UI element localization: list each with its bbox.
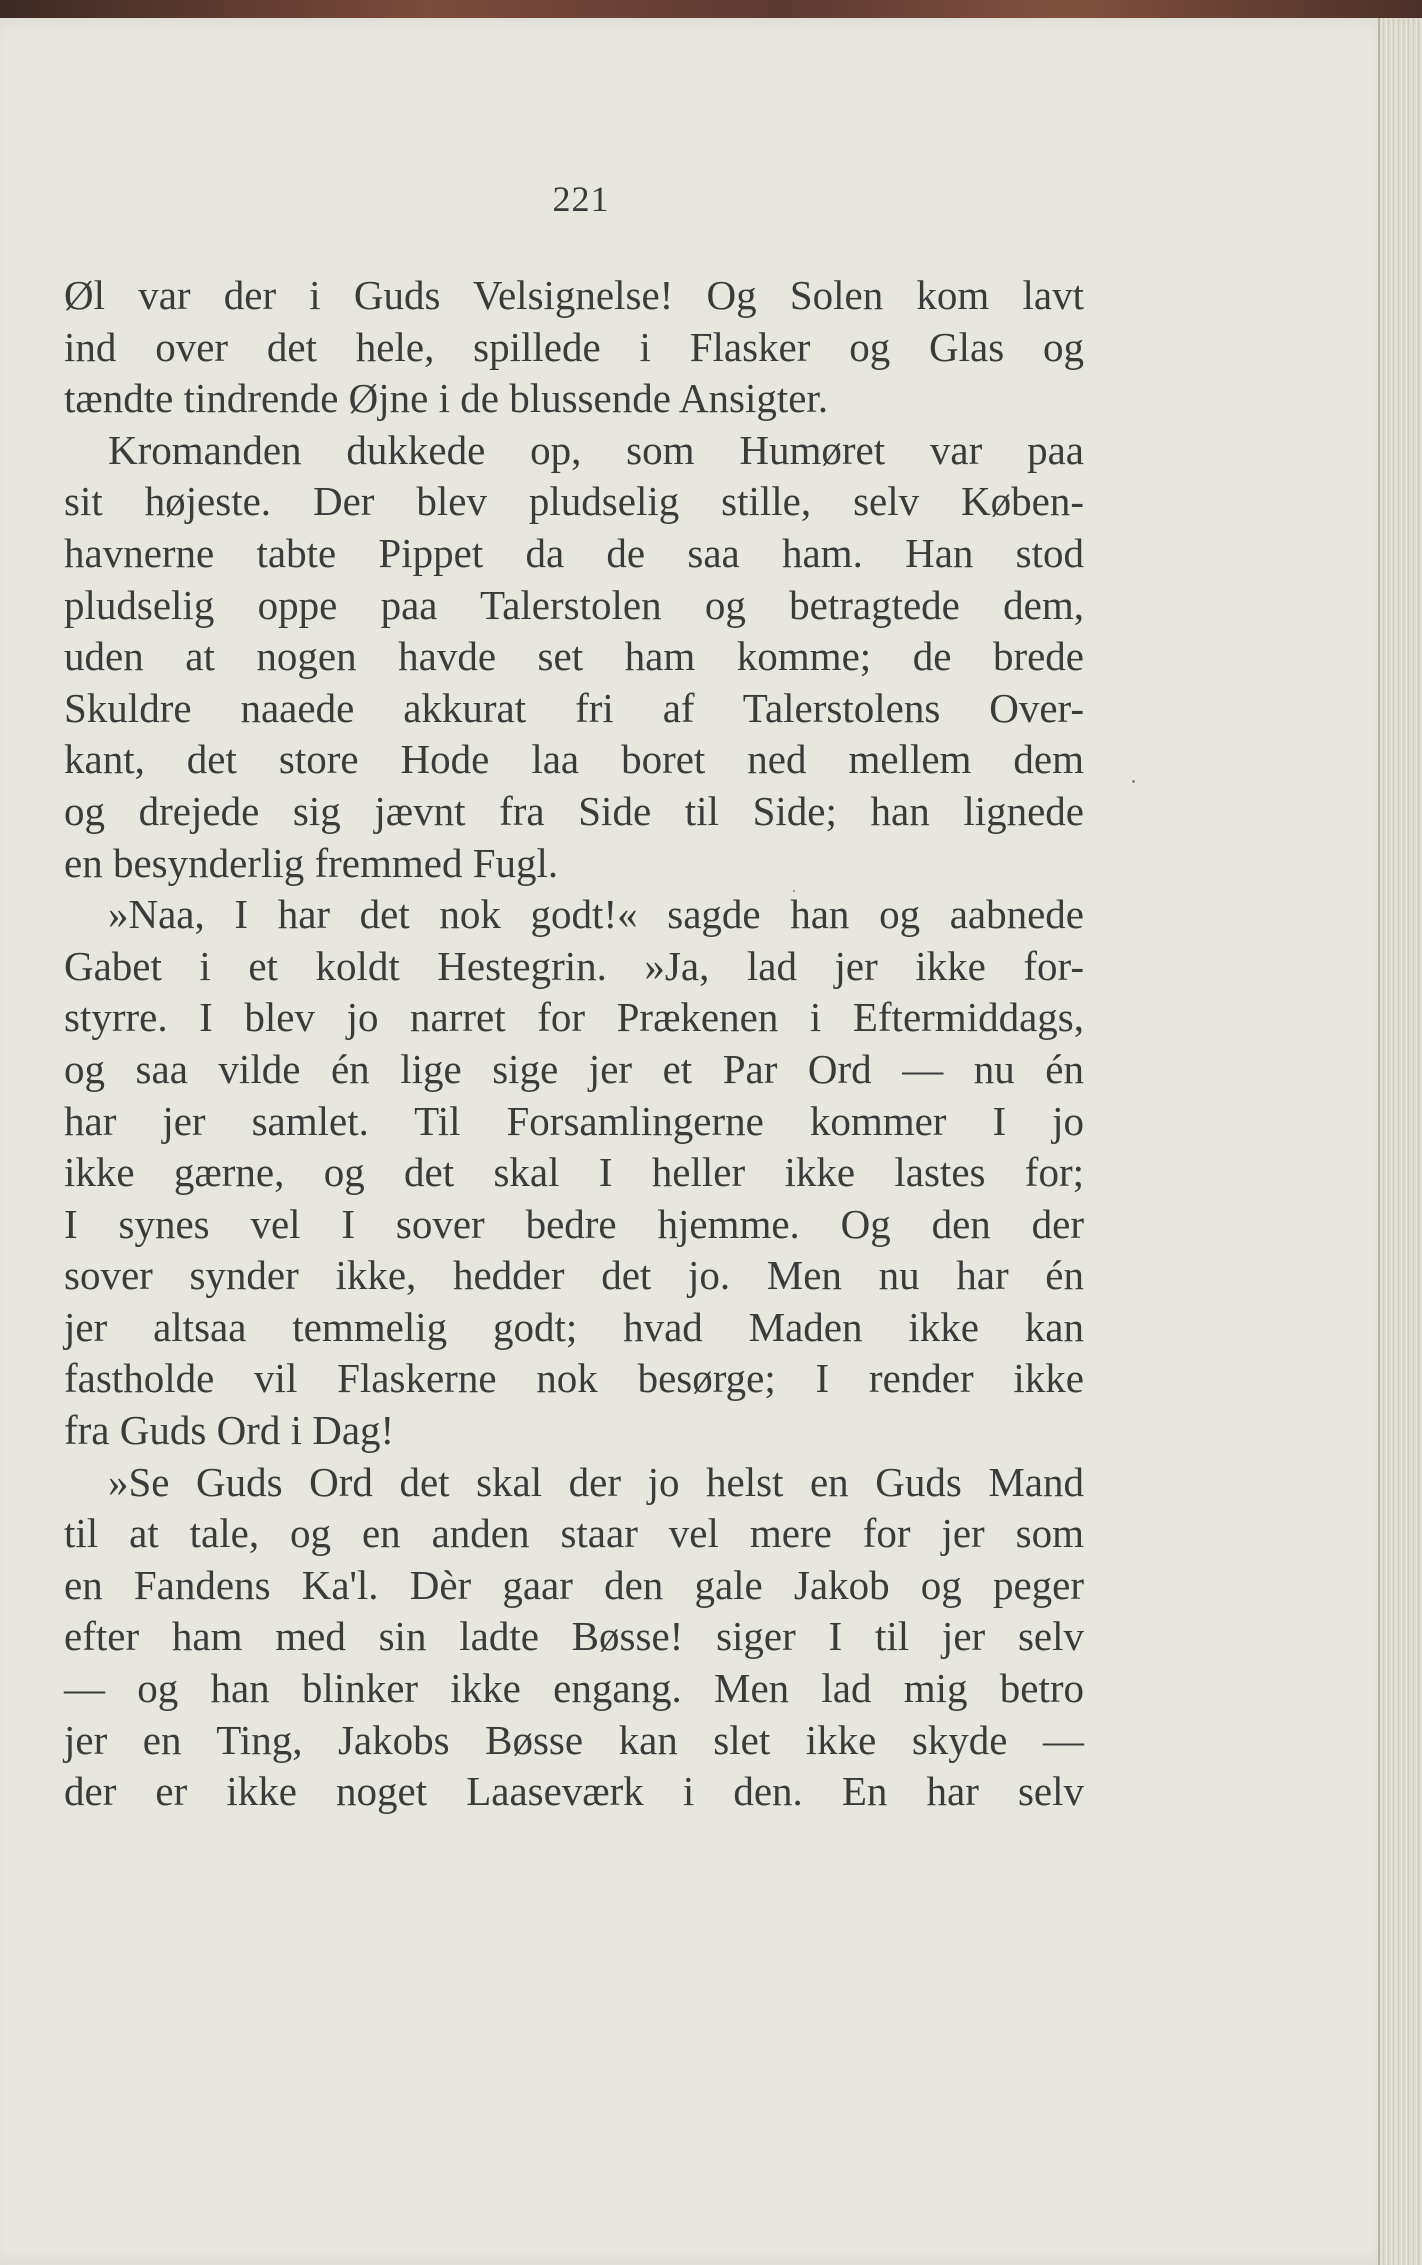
text-line: uden at nogen havde set ham komme; de brede xyxy=(64,633,1084,680)
text-line: en Fandens Ka'l. Dèr gaar den gale Jakob og peger xyxy=(64,1561,1084,1608)
text-line: Øl var der i Guds Velsignelse! Og Solen kom lavt xyxy=(64,272,1084,318)
text-line: til at tale, og en anden staar vel mere for jer som xyxy=(64,1510,1084,1557)
text-line: en besynderlig fremmed Fugl. xyxy=(64,839,559,886)
text-line: der er ikke noget Laaseværk i den. En har selv xyxy=(64,1768,1084,1815)
text-line: efter ham med sin ladte Bøsse! siger I til jer selv xyxy=(64,1613,1084,1660)
text-line: Skuldre naaede akkurat fri af Talerstolens Over- xyxy=(64,684,1084,731)
text-line: fastholde vil Flaskerne nok besørge; I render ikke xyxy=(64,1355,1084,1402)
text-line: kant, det store Hode laa boret ned mellem dem xyxy=(64,736,1084,783)
text-line: »Se Guds Ord det skal der jo helst en Guds Mand xyxy=(108,1458,1084,1505)
text-line: jer en Ting, Jakobs Bøsse kan slet ikke skyde — xyxy=(64,1716,1084,1763)
text-line: — og han blinker ikke engang. Men lad mig betro xyxy=(64,1665,1084,1712)
text-line: havnerne tabte Pippet da de saa ham. Han stod xyxy=(64,529,1084,576)
text-line: har jer samlet. Til Forsamlingerne kommer I jo xyxy=(64,1097,1084,1144)
text-line: tændte tindrende Øjne i de blussende Ansigter. xyxy=(64,375,829,422)
text-line: ind over det hele, spillede i Flasker og Glas og xyxy=(64,323,1084,370)
text-line: jer altsaa temmelig godt; hvad Maden ikke kan xyxy=(64,1303,1084,1350)
text-line: og saa vilde én lige sige jer et Par Ord — nu én xyxy=(64,1045,1084,1092)
text-line: fra Guds Ord i Dag! xyxy=(64,1407,395,1454)
text-line: styrre. I blev jo narret for Prækenen i Eftermiddags, xyxy=(64,994,1084,1041)
text-line: I synes vel I sover bedre hjemme. Og den der xyxy=(64,1200,1084,1247)
text-line: ikke gærne, og det skal I heller ikke lastes for; xyxy=(64,1149,1084,1196)
page-number: 221 xyxy=(552,179,610,219)
page-stack-edge xyxy=(1378,18,1422,2265)
text-line: Gabet i et koldt Hestegrin. »Ja, lad jer ikke for- xyxy=(64,942,1084,989)
body-text xyxy=(64,270,1084,1818)
text-line: sit højeste. Der blev pludselig stille, selv Køben- xyxy=(64,478,1084,525)
text-line: sover synder ikke, hedder det jo. Men nu har én xyxy=(64,1252,1084,1299)
text-line: Kromanden dukkede op, som Humøret var paa xyxy=(108,426,1084,473)
dust-speck xyxy=(1132,780,1135,783)
text-line: og drejede sig jævnt fra Side til Side; han lignede xyxy=(64,787,1084,834)
text-line: pludselig oppe paa Talerstolen og betragtede dem, xyxy=(64,581,1084,628)
text-line: »Naa, I har det nok godt!« sagde han og aabnede xyxy=(108,891,1084,938)
